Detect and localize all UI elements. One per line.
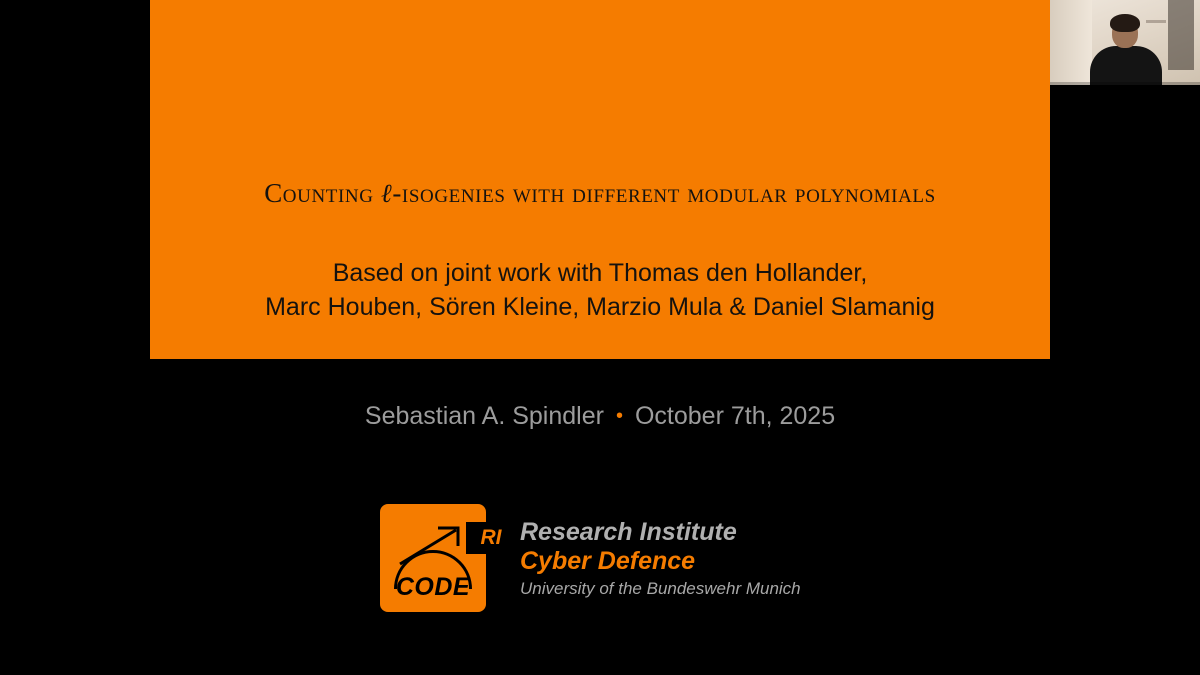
slide-subtitle xyxy=(150,256,1050,324)
institute-line-3: University of the Bundeswehr Munich xyxy=(520,579,801,598)
institute-name-block xyxy=(520,518,840,602)
webcam-wall-shade xyxy=(1050,0,1092,85)
institute-line-2: Cyber Defence xyxy=(520,547,696,575)
ri-badge: RI xyxy=(466,522,516,554)
webcam-doorway xyxy=(1168,0,1194,70)
subtitle-line-1: Based on joint work with Thomas den Hollander, xyxy=(332,259,868,287)
code-institute-logo xyxy=(380,500,840,616)
author-date-line xyxy=(0,402,1200,431)
logo-arrow-icon xyxy=(398,522,468,566)
webcam-edge xyxy=(1050,82,1200,85)
ell-symbol: ℓ xyxy=(380,179,393,208)
webcam-shelf xyxy=(1146,20,1166,23)
presentation-date: October 7th, 2025 xyxy=(634,402,836,430)
title-banner xyxy=(150,0,1050,359)
code-logo-mark xyxy=(380,504,486,612)
code-wordmark: CODE xyxy=(395,573,471,601)
slide-title xyxy=(150,178,1050,209)
slide-title-prefix: Counting xyxy=(264,178,381,208)
presenter-hair xyxy=(1110,14,1140,32)
institute-line-1: Research Institute xyxy=(520,518,737,546)
author-name: Sebastian A. Spindler xyxy=(364,402,604,430)
slide-title-suffix: -isogenies with different modular polynomials xyxy=(392,178,936,208)
presenter-torso xyxy=(1090,46,1162,85)
bullet-separator-icon: • xyxy=(615,405,623,427)
subtitle-line-2: Marc Houben, Sören Kleine, Marzio Mula & Daniel Slamanig xyxy=(265,293,935,321)
presenter-webcam[interactable] xyxy=(1050,0,1200,85)
